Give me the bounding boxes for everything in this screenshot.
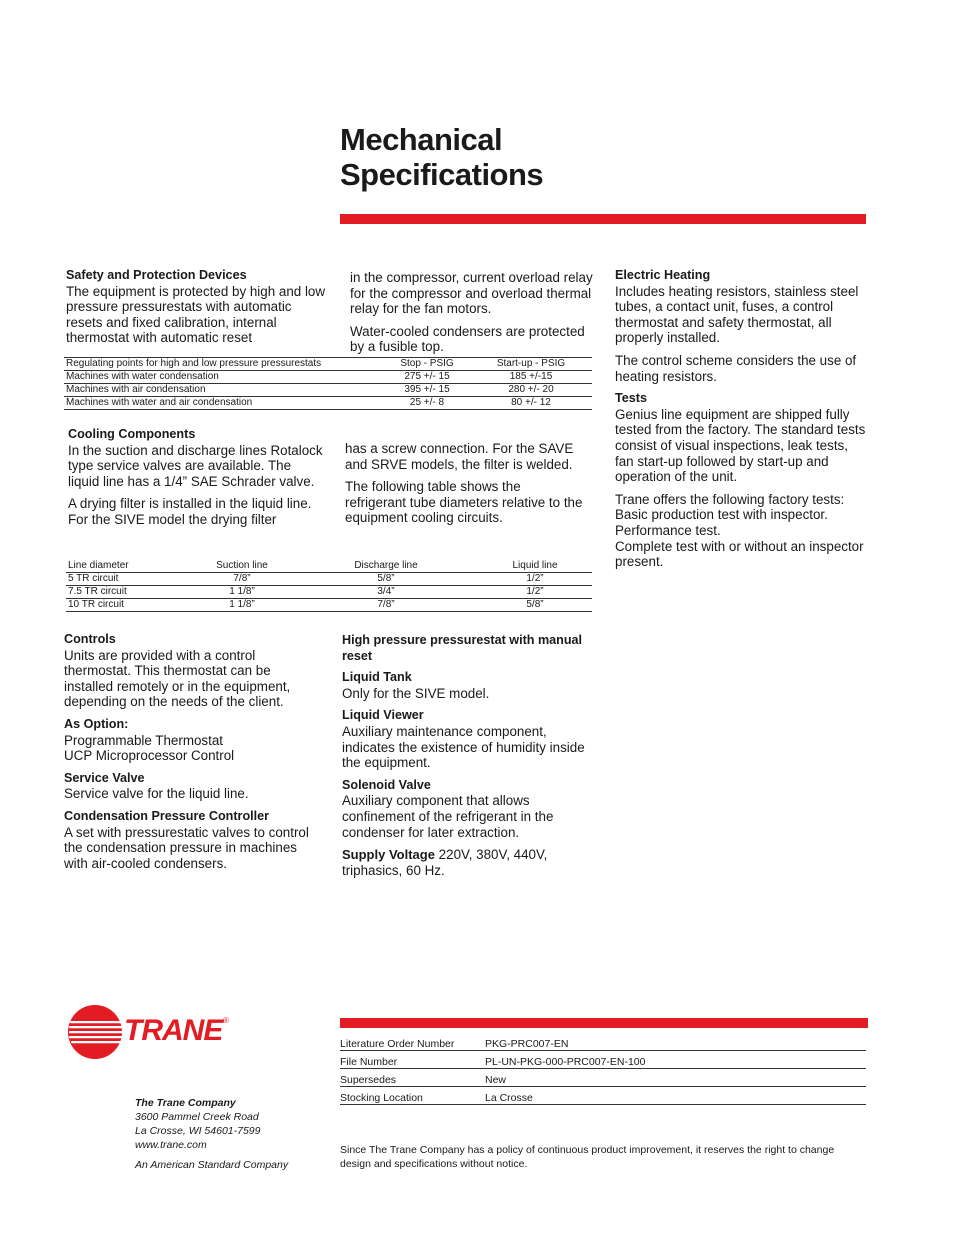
table-cell: 275 +/- 15 <box>384 371 470 384</box>
cooling-left-column <box>68 427 323 535</box>
literature-label: File Number <box>340 1051 485 1069</box>
table-header: Stop - PSIG <box>384 358 470 371</box>
cooling-para-1: In the suction and discharge lines Rotalock type service valves are available. The liquid line has a 1/4” SAE Schrader valve. <box>68 442 323 489</box>
cpc-text: A set with pressurestatic valves to control the condensation pressure in machines with air-cooled condensers. <box>64 824 309 871</box>
supply-voltage <box>342 847 594 878</box>
table-cell: 10 TR circuit <box>66 599 190 612</box>
literature-value: PL-UN-PKG-000-PRC007-EN-100 <box>485 1051 866 1069</box>
test-item-3: Complete test with or without an inspector present. <box>615 538 864 570</box>
title-line-2: Specifications <box>340 157 544 192</box>
table-cell: 1 1/8” <box>190 586 294 599</box>
trane-logo <box>66 1004 246 1060</box>
liquid-tank-heading: Liquid Tank <box>342 670 412 685</box>
tests-heading: Tests <box>615 391 647 406</box>
table-header: Regulating points for high and low pressure pressurestats <box>64 358 384 371</box>
electric-heating-para-2: The control scheme considers the use of heating resistors. <box>615 352 857 384</box>
supply-voltage-heading: Supply Voltage <box>342 847 435 863</box>
table-cell: 7.5 TR circuit <box>66 586 190 599</box>
components-column <box>342 633 594 885</box>
cpc-heading: Condensation Pressure Controller <box>64 808 270 823</box>
safety-para-1: The equipment is protected by high and low pressure pressurestats with automatic resets and fixed calibration, internal thermostat with automatic reset <box>66 283 326 346</box>
table-row <box>64 384 592 397</box>
supply-voltage-text: 220V, 380V, 440V, triphasics, 60 Hz. <box>342 847 548 878</box>
company-tagline: An American Standard Company <box>135 1159 289 1171</box>
table-header: Discharge line <box>294 560 478 573</box>
table-row <box>340 1051 866 1069</box>
option-item-2: UCP Microprocessor Control <box>64 748 235 764</box>
table-cell: 1/2” <box>478 586 592 599</box>
trane-circle-icon <box>66 1004 126 1060</box>
table-cell: Machines with water condensation <box>64 371 384 384</box>
registered-mark: ® <box>223 1016 229 1025</box>
table-row <box>340 1033 866 1051</box>
company-address-1: 3600 Pammel Creek Road <box>135 1111 259 1123</box>
table-row <box>66 586 592 599</box>
liquid-tank-text: Only for the SIVE model. <box>342 685 490 701</box>
cooling-para-4: The following table shows the refrigerant tube diameters relative to the equipment cooling circuits. <box>345 479 583 526</box>
table-cell: 7/8” <box>190 573 294 586</box>
table-header: Suction line <box>190 560 294 573</box>
solenoid-valve-heading: Solenoid Valve <box>342 777 431 792</box>
safety-para-2: in the compressor, current overload relay for the compressor and overload thermal relay for the fan motors. <box>350 270 593 317</box>
trane-wordmark: TRANE <box>124 1014 223 1047</box>
table-cell: 280 +/- 20 <box>470 384 592 397</box>
table-header-row <box>66 560 592 573</box>
table-row <box>66 599 592 612</box>
solenoid-valve-text: Auxiliary component that allows confinement of the refrigerant in the condenser for later extraction. <box>342 793 554 840</box>
liquid-viewer-heading: Liquid Viewer <box>342 708 424 723</box>
footer-divider <box>340 1018 868 1028</box>
table-row <box>66 573 592 586</box>
company-address-2: La Crosse, WI 54601-7599 <box>135 1125 261 1137</box>
safety-right-column <box>350 270 595 362</box>
table-cell: 80 +/- 12 <box>470 397 592 410</box>
literature-value: PKG-PRC007-EN <box>485 1033 866 1051</box>
page-title <box>340 122 543 192</box>
service-valve-text: Service valve for the liquid line. <box>64 786 249 802</box>
electric-heating-para-1: Includes heating resistors, stainless steel tubes, a contact unit, fuses, a control thermostat and safety thermostat, all properly installed. <box>615 283 859 346</box>
hp-pressurestat-heading: High pressure pressurestat with manual reset <box>342 633 583 663</box>
table-row <box>340 1087 866 1105</box>
cooling-para-3: has a screw connection. For the SAVE and SRVE models, the filter is welded. <box>345 441 574 472</box>
electric-heating-heading: Electric Heating <box>615 268 711 282</box>
liquid-viewer-text: Auxiliary maintenance component, indicates the existence of humidity inside the equipment. <box>342 723 585 771</box>
table-cell: Machines with air condensation <box>64 384 384 397</box>
table-cell: 5/8” <box>478 599 592 612</box>
table-cell: 5/8” <box>294 573 478 586</box>
safety-left-column <box>66 268 326 353</box>
table-row <box>64 397 592 410</box>
literature-label: Literature Order Number <box>340 1033 485 1051</box>
table-header: Liquid line <box>478 560 592 573</box>
literature-table <box>340 1033 866 1105</box>
table-cell: 395 +/- 15 <box>384 384 470 397</box>
option-item-1: Programmable Thermostat <box>64 732 224 748</box>
safety-heading: Safety and Protection Devices <box>66 268 247 282</box>
table-header-row <box>64 358 592 371</box>
table-row <box>64 371 592 384</box>
heating-column <box>615 268 870 570</box>
improvement-notice: Since The Trane Company has a policy of continuous product improvement, it reserves the right to change design and specifications without notice. <box>340 1144 835 1170</box>
tests-para-1: Genius line equipment are shipped fully tested from the factory. The standard tests consist of visual inspections, leak tests, fan start-up followed by start-up and operation of the unit. <box>615 406 866 485</box>
table-header: Start-up - PSIG <box>470 358 592 371</box>
company-name: The Trane Company <box>135 1097 236 1109</box>
table-cell: Machines with water and air condensation <box>64 397 384 410</box>
safety-para-3: Water-cooled condensers are protected by a fusible top. <box>350 323 585 355</box>
table-row <box>340 1069 866 1087</box>
cooling-heading: Cooling Components <box>68 427 196 441</box>
tests-para-2: Trane offers the following factory tests: <box>615 491 845 507</box>
diameter-table <box>66 560 592 612</box>
table-cell: 185 +/-15 <box>470 371 592 384</box>
title-divider <box>340 214 866 224</box>
company-info <box>135 1096 335 1172</box>
option-heading: As Option: <box>64 716 129 731</box>
service-valve-heading: Service Valve <box>64 770 145 785</box>
controls-text: Units are provided with a control thermostat. This thermostat can be installed remotely or in the equipment, depending on the needs of the client. <box>64 647 291 710</box>
controls-heading: Controls <box>64 632 116 646</box>
literature-value: New <box>485 1069 866 1087</box>
table-cell: 3/4” <box>294 586 478 599</box>
table-cell: 7/8” <box>294 599 478 612</box>
literature-value: La Crosse <box>485 1087 866 1105</box>
test-item-1: Basic production test with inspector. <box>615 507 828 523</box>
table-cell: 1/2” <box>478 573 592 586</box>
literature-label: Stocking Location <box>340 1087 485 1105</box>
table-cell: 1 1/8” <box>190 599 294 612</box>
controls-column <box>64 632 309 878</box>
cooling-right-column <box>345 441 585 533</box>
title-line-1: Mechanical <box>340 122 503 157</box>
literature-label: Supersedes <box>340 1069 485 1087</box>
company-website[interactable]: www.trane.com <box>135 1139 207 1151</box>
cooling-para-2: A drying filter is installed in the liquid line. For the SIVE model the drying filter <box>68 496 312 527</box>
table-cell: 25 +/- 8 <box>384 397 470 410</box>
test-item-2: Performance test. <box>615 522 721 538</box>
pressurestat-table <box>64 357 592 410</box>
table-cell: 5 TR circuit <box>66 573 190 586</box>
table-header: Line diameter <box>66 560 190 573</box>
